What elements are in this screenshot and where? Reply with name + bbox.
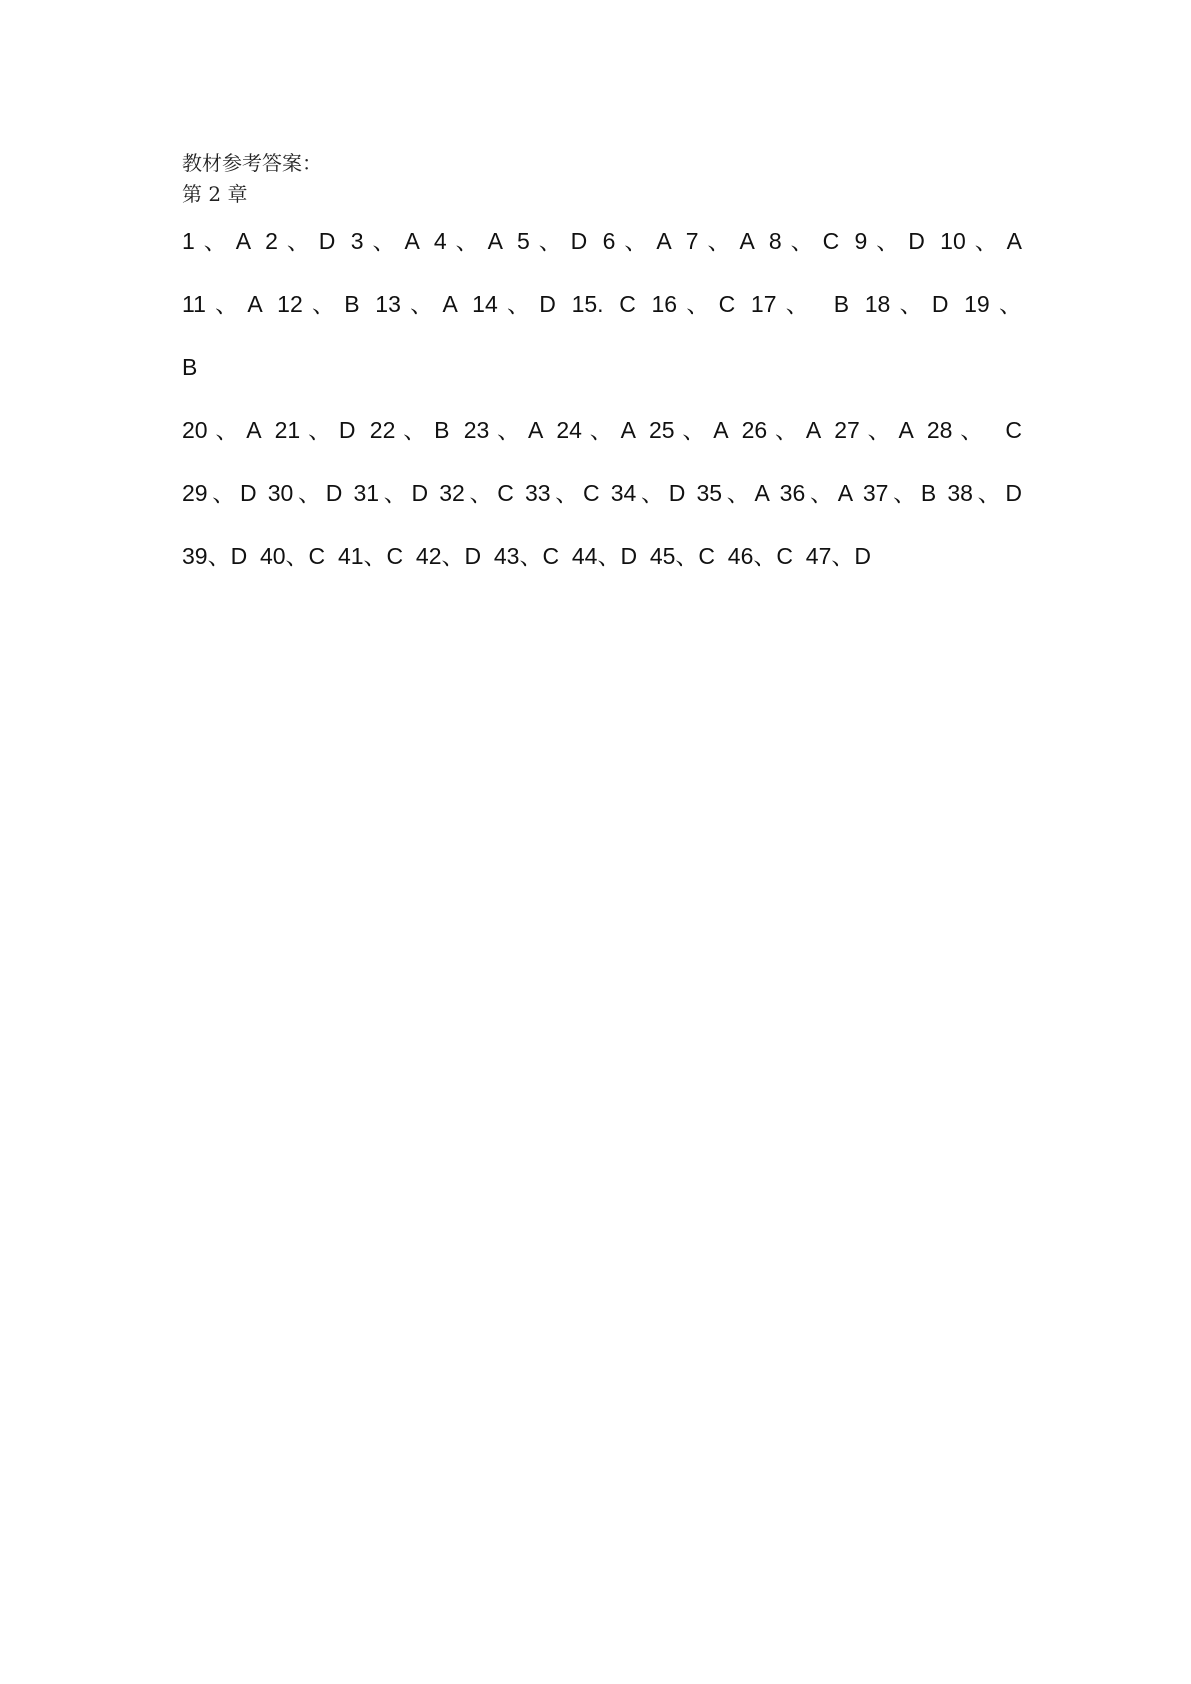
- answer-line-5: 29、D 30、D 31、D 32、C 33、C 34、D 35、A 36、A 37、B 38、D: [182, 480, 1022, 506]
- document-content: [182, 148, 1022, 605]
- chapter-heading: 第 2 章: [182, 182, 248, 206]
- document-title: 教材参考答案：: [182, 151, 322, 175]
- answer-line-3: B: [182, 354, 198, 380]
- answer-list: [182, 227, 1022, 605]
- answer-line-4: 20、A 21、D 22、B 23、A 24、A 25、A 26、A 27、A 28、 C: [182, 417, 1022, 443]
- answer-line-6: 39、D 40、C 41、C 42、D 43、C 44、D 45、C 46、C 47、D: [182, 543, 871, 569]
- answer-line-1: 1、A 2、D 3、A 4、A 5、D 6、A 7、A 8、C 9、D 10、A: [182, 228, 1022, 254]
- answer-line-2: 11、A 12、B 13、A 14、D 15. C 16、C 17、 B 18、D 19、: [182, 291, 1022, 317]
